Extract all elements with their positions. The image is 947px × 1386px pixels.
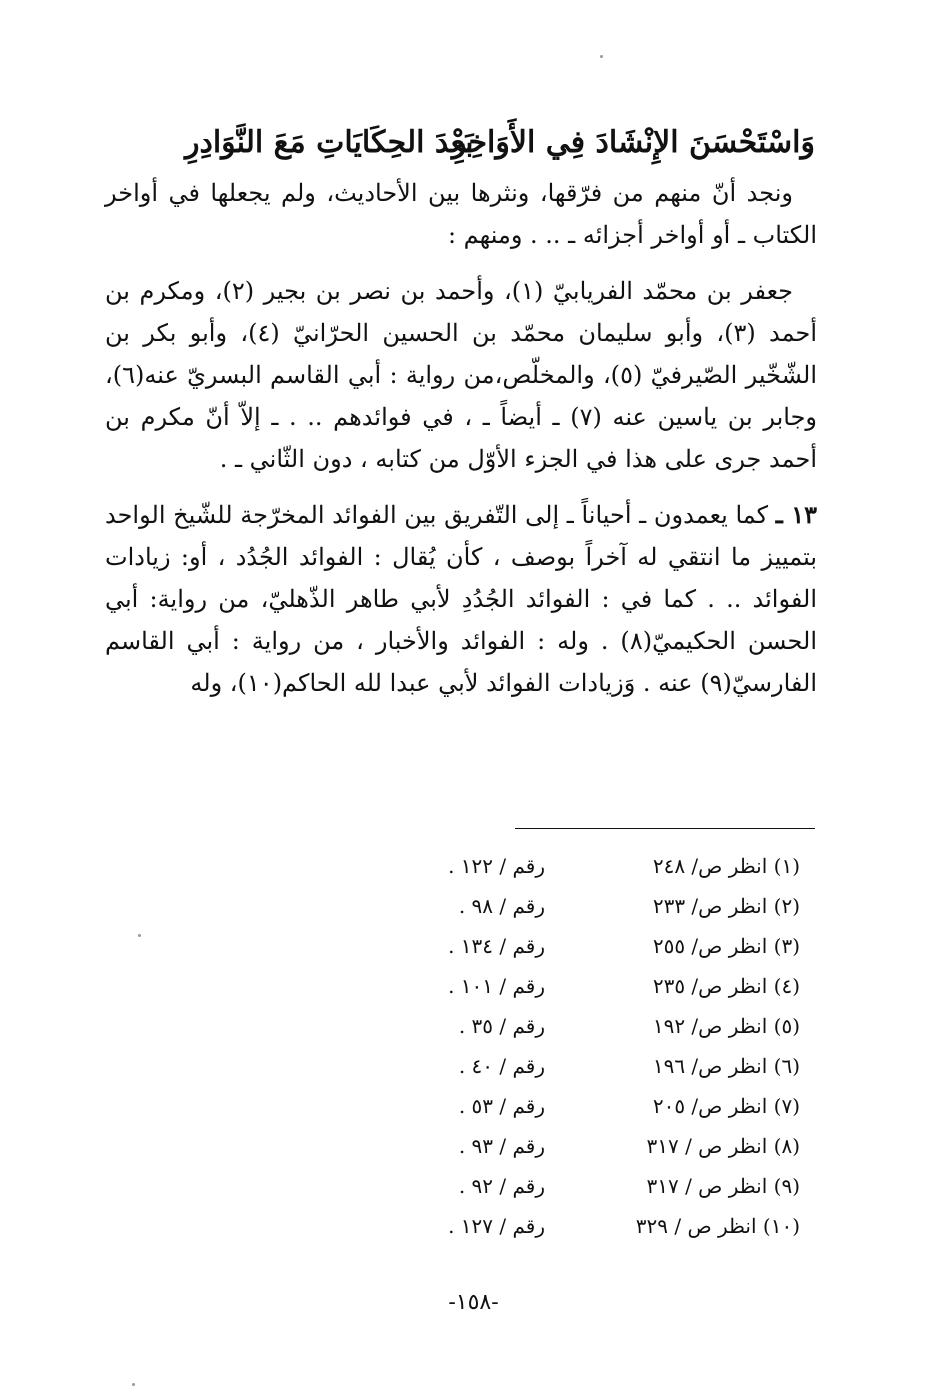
footnote-ref: (٦) انظر ص/ ١٩٦ xyxy=(652,1054,800,1078)
paragraph-3-text: كما يعمدون ـ أحياناً ـ إلى التّفريق بين الفوائد المخرّجة للشّيخ الواحد بتمييز ما انتقي له آخراً بوصف ، كأن يُقال : الفوائد الجُدُد ، أو: زيادات الفوائد .. . كما في : الفوائد الجُدُدِ لأبي طاهر الذّهليّ، من رواية: أبي الحسن الحكيميّ(٨) . وله : الفوائد والأخبار ، من رواية : أبي القاسم الفارسيّ(٩) عنه . وَزيادات الفوائد لأبي عبدا لله الحاكم(١٠)، وله xyxy=(105,501,818,697)
paragraph-2: جعفر بن محمّد الفريابيّ (١)، وأحمد بن نصر بن بجير (٢)، ومكرم بن أحمد (٣)، وأبو سليمان محمّد بن الحسين الحرّانيّ (٤)، وأبو بكر بن الشّخّير الصّيرفيّ (٥)، والمخلّص،من رواية : أبي القاسم البسريّ عنه(٦)، وجابر بن ياسين عنه (٧) ـ أيضاً ـ ، في فوائدهم .. . ـ إلاّ أنّ مكرم بن أحمد جرى على هذا في الجزء الأوّل من كتابه ، دون الثّاني ـ . xyxy=(105,277,818,473)
footnote xyxy=(380,1126,800,1166)
footnote-number: رقم / ١٢٢ . xyxy=(448,854,545,878)
footnote-number: رقم / ٩٨ . xyxy=(458,894,545,918)
footnote xyxy=(380,1006,800,1046)
footnote-ref: (٤) انظر ص/ ٢٣٥ xyxy=(652,974,800,998)
paragraph-1: ونجد أنّ منهم من فرّقها، ونثرها بين الأحاديث، ولم يجعلها في أواخر الكتاب ـ أو أواخر أجزائه ـ .. . ومنهم : xyxy=(105,179,817,249)
footnote-ref: (٥) انظر ص/ ١٩٢ xyxy=(652,1014,800,1038)
page-number: -١٥٨- xyxy=(448,1290,499,1315)
footnote-number: رقم / ٤٠ . xyxy=(458,1054,545,1078)
footnote-ref: (٣) انظر ص/ ٢٥٥ xyxy=(652,934,800,958)
footnote-ref: (٩) انظر ص / ٣١٧ xyxy=(646,1174,800,1198)
footnote-number: رقم / ١٠١ . xyxy=(448,974,545,998)
footnote-number: رقم / ٩٢ . xyxy=(458,1174,545,1198)
footnote-ref: (١) انظر ص/ ٢٤٨ xyxy=(652,854,800,878)
paragraph-3 xyxy=(105,494,817,704)
footnote-ref: (٢) انظر ص/ ٢٣٣ xyxy=(652,894,800,918)
footnote xyxy=(380,846,800,886)
footnote-number: رقم / ١٢٧ . xyxy=(448,1214,545,1238)
verse-first-hemistich: وَاسْتَحْسَنَ الإِنْشَادَ فِي الأَوَاخِرِ xyxy=(451,125,815,160)
footnote-number: رقم / ١٣٤ . xyxy=(448,934,545,958)
footnote xyxy=(380,886,800,926)
footnote-ref: (٧) انظر ص/ ٢٠٥ xyxy=(652,1094,800,1118)
footnote-separator xyxy=(515,828,815,829)
body-text xyxy=(105,172,817,704)
scan-speck xyxy=(600,55,603,58)
scan-speck xyxy=(138,934,141,937)
footnote xyxy=(380,1166,800,1206)
footnote xyxy=(380,1206,800,1246)
footnote-ref: (٨) انظر ص / ٣١٧ xyxy=(646,1134,800,1158)
footnote-number: رقم / ٩٣ . xyxy=(458,1134,545,1158)
footnote xyxy=(380,1046,800,1086)
footnote xyxy=(380,1086,800,1126)
footnote-number: رقم / ٥٣ . xyxy=(458,1094,545,1118)
footnote xyxy=(380,966,800,1006)
paragraph-number: ١٣ ـ xyxy=(775,500,817,529)
footnote-ref: (١٠) انظر ص / ٣٢٩ xyxy=(635,1214,800,1238)
footnote-number: رقم / ٣٥ . xyxy=(458,1014,545,1038)
poem-verse xyxy=(105,118,815,168)
footnote xyxy=(380,926,800,966)
footnotes xyxy=(380,846,800,1246)
verse-second-hemistich: بَعْدَ الحِكَايَاتِ مَعَ النَّوَادِرِ xyxy=(185,125,474,160)
